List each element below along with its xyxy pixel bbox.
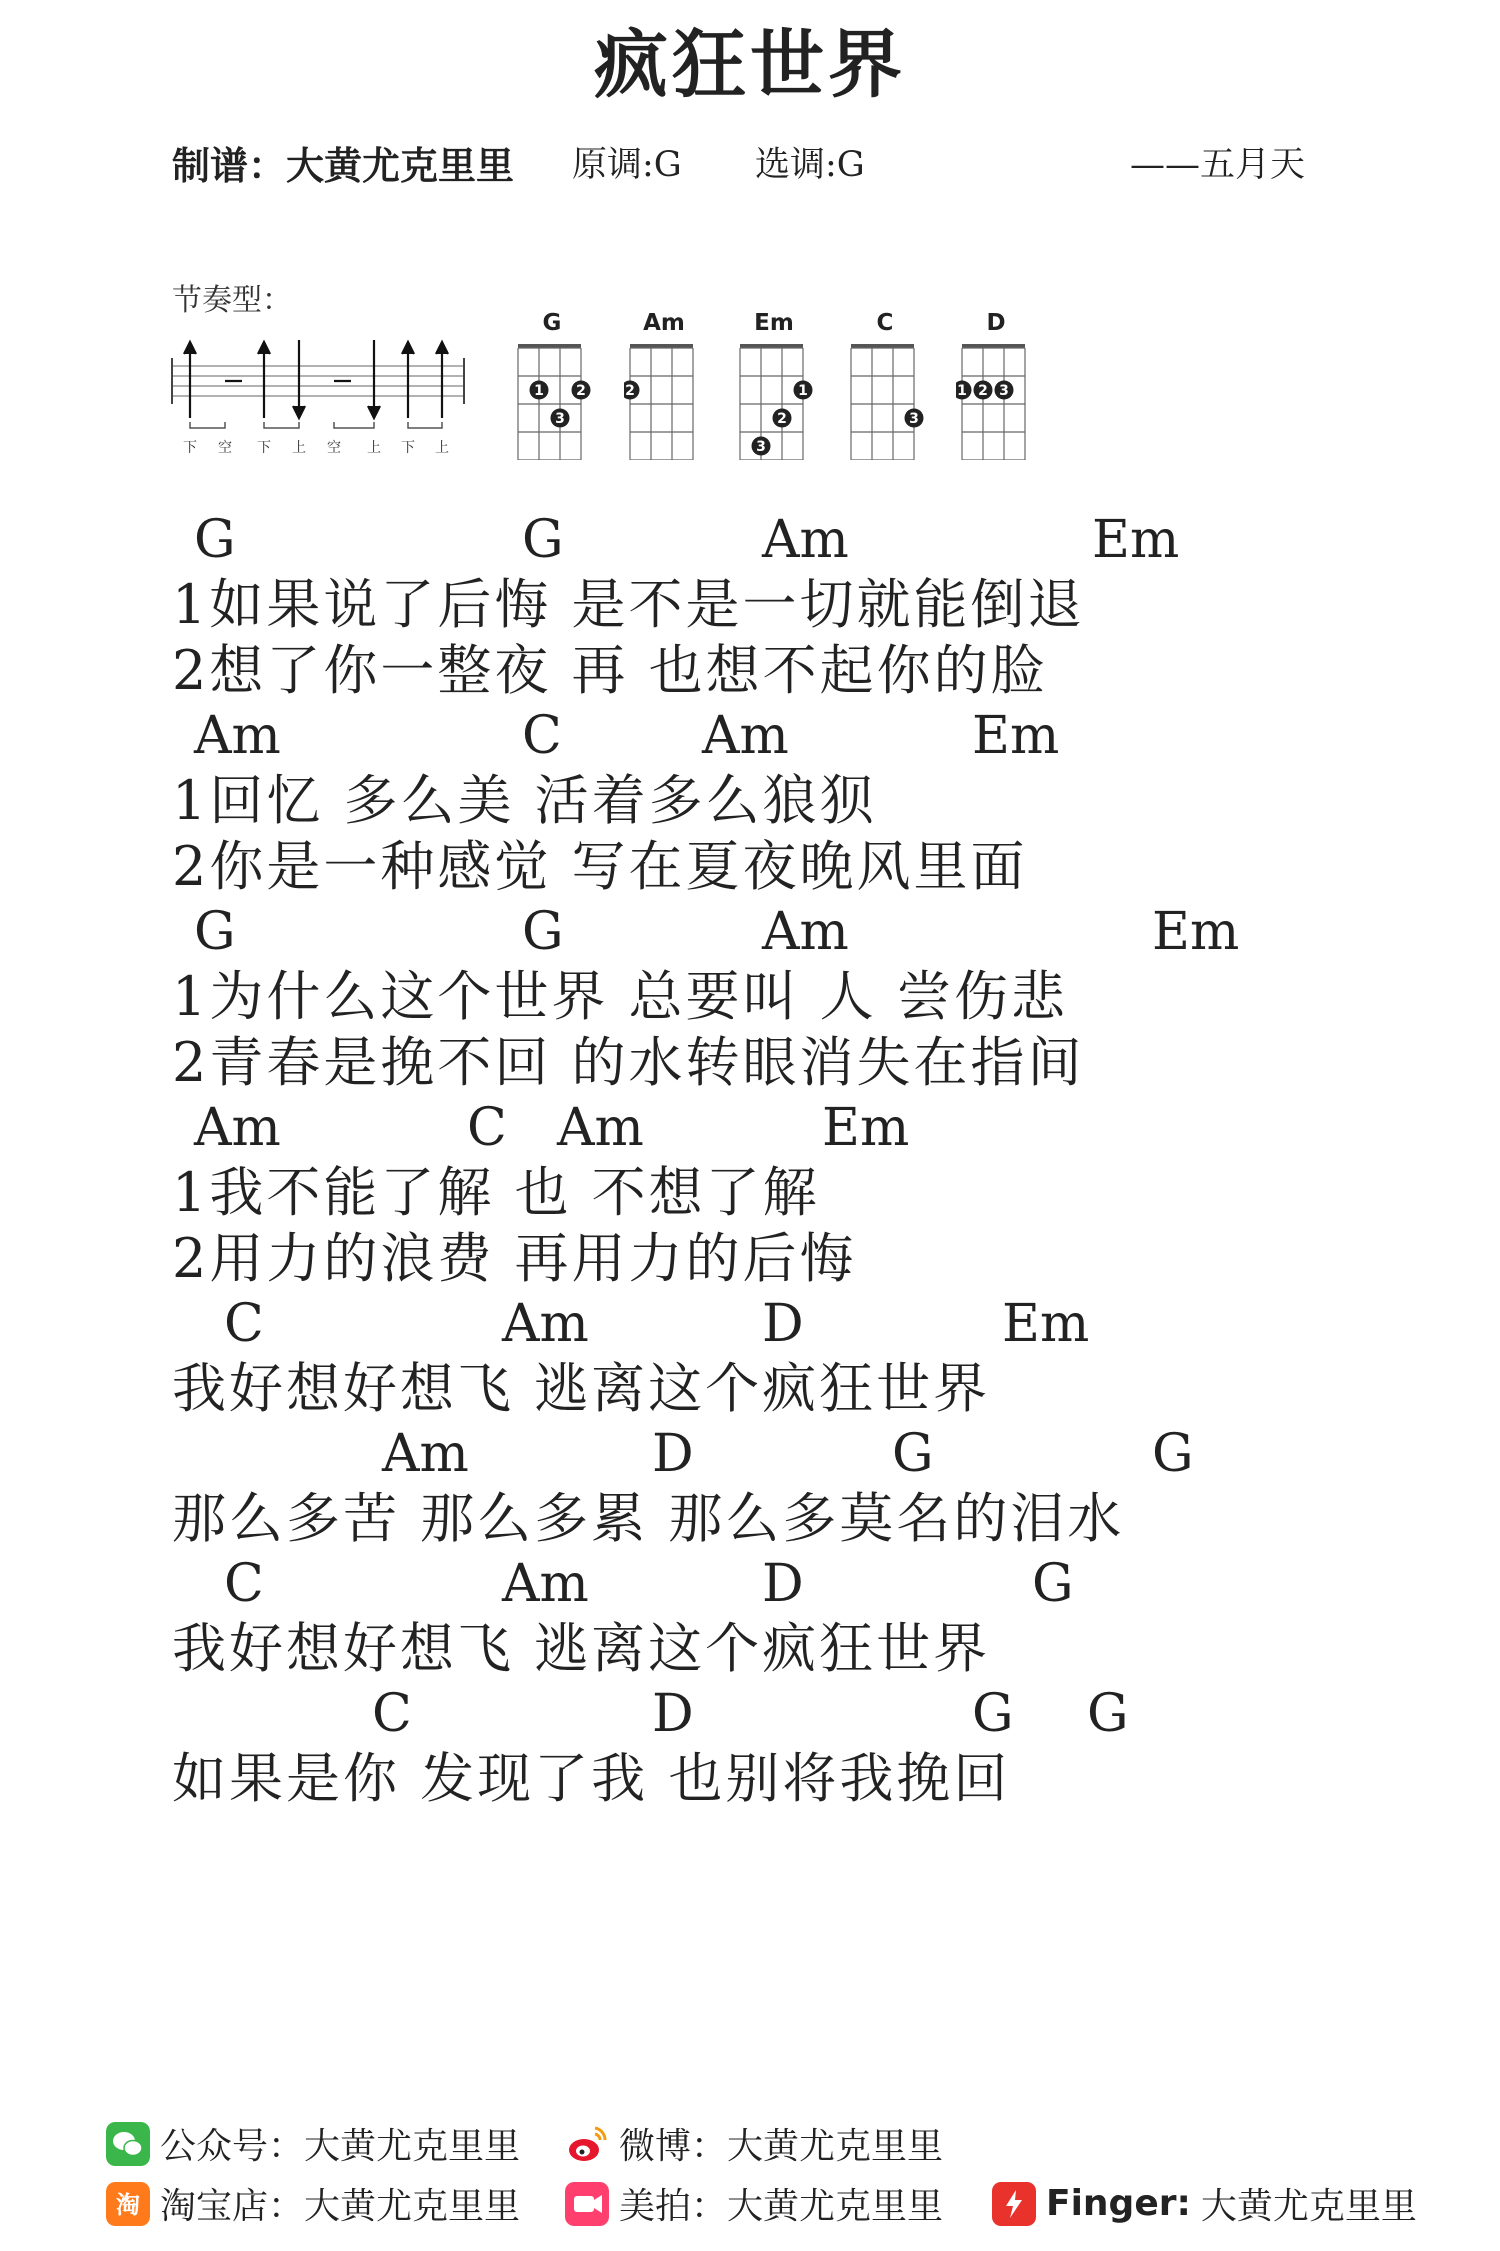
chord-row (172, 508, 1180, 572)
svg-text:2: 2 (625, 383, 635, 399)
finger-dot (956, 381, 972, 400)
chord-symbol: Am (702, 706, 789, 766)
chord-symbol: G (892, 1424, 934, 1484)
footer-meipai-text: 美拍：大黄尤克里里 (619, 2186, 944, 2227)
chord-symbol: C (467, 1098, 507, 1158)
chord-row (172, 1552, 1124, 1616)
lyric-line: 1回忆 多么美 活着多么狼狈 (172, 769, 877, 832)
footer-finger-text: 大黄尤克里里 (1200, 2186, 1417, 2227)
chord-chart-name: D (986, 310, 1006, 336)
svg-text:3: 3 (555, 411, 565, 427)
chord-symbol: G (194, 902, 236, 962)
svg-text:2: 2 (777, 411, 787, 427)
footer-meipai (565, 2178, 943, 2229)
chord-symbol: G (522, 902, 564, 962)
stroke-label: 下 (183, 440, 197, 456)
chord-symbol: G (522, 510, 564, 570)
weibo-icon (565, 2122, 609, 2166)
song-title: 疯狂世界 (594, 22, 906, 108)
chord-symbol: G (972, 1684, 1014, 1744)
chord-symbol: C (372, 1684, 412, 1744)
lyric-line: 2用力的浪费 再用力的后悔 (172, 1227, 857, 1290)
arranger-credit: 制谱：大黄尤克里里 (172, 143, 515, 188)
song-section (172, 900, 1240, 1096)
chord-row (172, 704, 1124, 768)
chord-symbol: Em (822, 1098, 910, 1158)
finger-dot (974, 381, 993, 400)
chord-chart-name: C (876, 310, 894, 336)
chord-chart-em (734, 310, 814, 460)
song-section (172, 1552, 1124, 1682)
chord-symbol: Em (1002, 1294, 1090, 1354)
song-section (172, 704, 1124, 900)
rhythm-pattern-diagram (168, 330, 468, 460)
chord-symbol: G (1152, 1424, 1194, 1484)
chord-row (172, 1422, 1194, 1486)
lyric-line: 2青春是挽不回 的水转眼消失在指间 (172, 1031, 1085, 1094)
footer-finger-label: Finger: (1046, 2183, 1191, 2224)
taobao-icon (106, 2182, 150, 2226)
finger-app-icon (992, 2182, 1036, 2226)
footer-weibo-text: 微博：大黄尤克里里 (619, 2126, 944, 2167)
footer-wechat (106, 2118, 520, 2169)
chord-symbol: G (1087, 1684, 1129, 1744)
finger-dot (794, 381, 813, 400)
rhythm-label: 节奏型： (172, 283, 292, 318)
chord-symbol: D (762, 1554, 804, 1614)
lyric-line: 我好想好想飞 逃离这个疯狂世界 (172, 1357, 991, 1420)
chord-symbol: Am (194, 1098, 281, 1158)
lyric-line: 1如果说了后悔 是不是一切就能倒退 (172, 573, 1085, 636)
chord-chart-name: Am (643, 310, 685, 336)
chord-symbol: D (762, 1294, 804, 1354)
svg-text:1: 1 (957, 383, 967, 399)
chord-symbol: Em (1092, 510, 1180, 570)
chord-row (172, 1096, 1124, 1160)
chord-symbol: Am (557, 1098, 644, 1158)
chord-symbol: Am (382, 1424, 469, 1484)
selected-key: 选调:G (755, 145, 865, 185)
svg-text:1: 1 (798, 383, 808, 399)
chord-row (172, 1682, 1129, 1746)
chord-chart-c (845, 310, 925, 460)
footer-taobao-text: 淘宝店：大黄尤克里里 (160, 2186, 521, 2227)
chord-symbol: D (652, 1684, 694, 1744)
chord-symbol: G (1032, 1554, 1074, 1614)
chord-symbol: Am (762, 902, 849, 962)
stroke-label: 上 (292, 440, 306, 456)
chord-symbol: C (224, 1554, 264, 1614)
chord-symbol: C (522, 706, 562, 766)
chord-symbol: Em (972, 706, 1060, 766)
chord-chart-am (624, 310, 704, 460)
lyric-line: 2你是一种感觉 写在夏夜晚风里面 (172, 835, 1028, 898)
song-section (172, 1682, 1129, 1812)
footer-taobao (106, 2178, 520, 2229)
stroke-label: 空 (327, 440, 341, 456)
chord-symbol: Am (762, 510, 849, 570)
stroke-label: 下 (401, 440, 415, 456)
chord-fretboard (845, 340, 925, 460)
finger-dot (624, 381, 640, 400)
svg-text:淘: 淘 (116, 2190, 140, 2219)
stroke-label: 空 (218, 440, 232, 456)
song-section (172, 508, 1180, 704)
chord-chart-name: Em (754, 310, 794, 336)
artist-name: ——五月天 (1130, 145, 1306, 185)
finger-dot (551, 409, 570, 428)
chord-chart-name: G (542, 310, 562, 336)
lyric-line: 2想了你一整夜 再 也想不起你的脸 (172, 639, 1048, 702)
stroke-label: 下 (257, 440, 271, 456)
chord-row (172, 900, 1240, 964)
finger-dot (773, 409, 792, 428)
song-body (172, 508, 1240, 1812)
lyric-line: 那么多苦 那么多累 那么多莫名的泪水 (172, 1487, 1125, 1550)
finger-dot (530, 381, 549, 400)
chord-symbol: G (194, 510, 236, 570)
lyric-line: 如果是你 发现了我 也别将我挽回 (172, 1747, 1011, 1810)
song-section (172, 1096, 1124, 1292)
svg-text:2: 2 (576, 383, 586, 399)
chord-symbol: C (224, 1294, 264, 1354)
chord-fretboard (512, 340, 592, 460)
finger-dot (572, 381, 591, 400)
svg-text:3: 3 (756, 439, 766, 455)
chord-fretboard (956, 340, 1036, 460)
chord-symbol: Am (502, 1294, 589, 1354)
svg-text:3: 3 (999, 383, 1009, 399)
song-section (172, 1292, 1124, 1422)
chord-chart-g (512, 310, 592, 460)
footer-wechat-text: 公众号：大黄尤克里里 (160, 2126, 521, 2167)
chord-symbol: Am (502, 1554, 589, 1614)
svg-text:3: 3 (909, 411, 919, 427)
chord-symbol: Em (1152, 902, 1240, 962)
finger-dot (995, 381, 1014, 400)
chord-fretboard (624, 340, 704, 460)
svg-text:1: 1 (534, 383, 544, 399)
lyric-line: 我好想好想飞 逃离这个疯狂世界 (172, 1617, 991, 1680)
meipai-icon (565, 2182, 609, 2226)
chord-chart-d (956, 310, 1036, 460)
stroke-label: 上 (435, 440, 449, 456)
chord-symbol: D (652, 1424, 694, 1484)
chord-symbol: Am (194, 706, 281, 766)
lyric-line: 1为什么这个世界 总要叫 人 尝伤悲 (172, 965, 1068, 1028)
stroke-label: 上 (367, 440, 381, 456)
svg-text:2: 2 (978, 383, 988, 399)
wechat-icon (106, 2122, 150, 2166)
song-section (172, 1422, 1194, 1552)
lyric-line: 1我不能了解 也 不想了解 (172, 1161, 820, 1224)
chord-fretboard (734, 340, 814, 460)
footer-finger (992, 2178, 1417, 2229)
finger-dot (905, 409, 924, 428)
finger-dot (752, 437, 771, 456)
chord-row (172, 1292, 1124, 1356)
footer-weibo (565, 2118, 943, 2169)
original-key: 原调:G (572, 145, 682, 185)
